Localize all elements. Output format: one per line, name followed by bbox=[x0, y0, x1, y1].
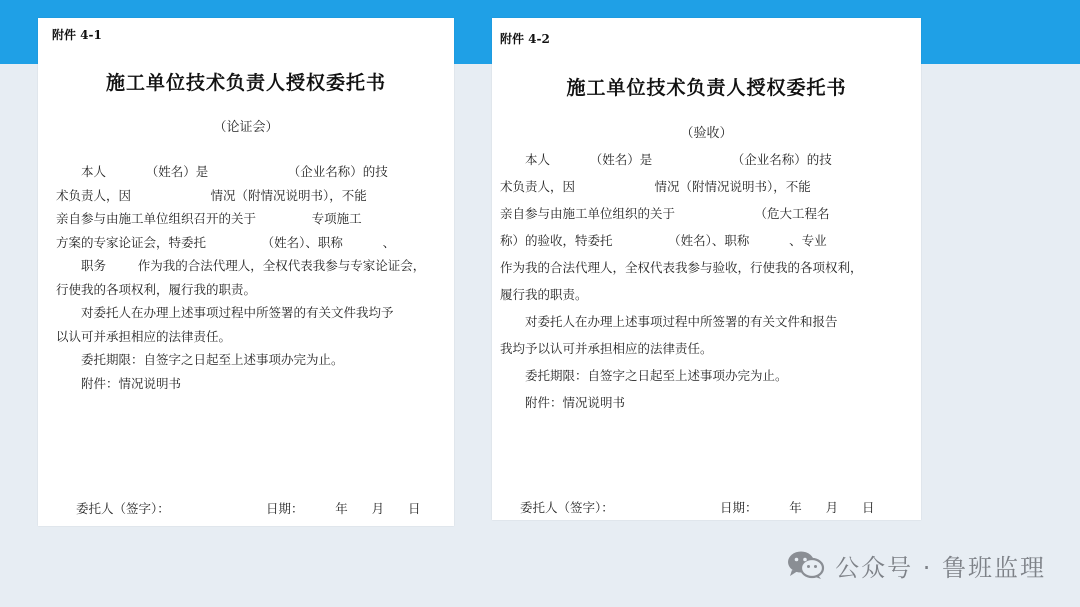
body-line: 对委托人在办理上述事项过程中所签署的有关文件和报告 bbox=[525, 314, 838, 329]
body-line: 行使我的各项权利，履行我的职责。 bbox=[56, 281, 257, 297]
body-line: 职务 作为我的合法代理人，全权代表我参与专家论证会， bbox=[81, 258, 426, 273]
document-title: 施工单位技术负责人授权委托书 bbox=[566, 77, 847, 99]
attachment-tag: 附件 4-1 bbox=[52, 28, 102, 42]
document-4-2 bbox=[492, 18, 921, 520]
body-line: 本人 （姓名）是 （企业名称）的技 bbox=[81, 164, 388, 179]
body-line: 亲自参与由施工单位组织召开的关于 专项施工 bbox=[56, 211, 362, 226]
attachment-line: 附件：情况说明书 bbox=[81, 375, 182, 391]
body-line: 亲自参与由施工单位组织的关于 （危大工程名 bbox=[500, 206, 830, 221]
attachment-tag: 附件 4-2 bbox=[500, 32, 550, 46]
document-4-1 bbox=[38, 18, 454, 526]
body-line: 方案的专家论证会，特委托 （姓名）、职称 、 bbox=[56, 234, 396, 250]
attachment-line: 附件：情况说明书 bbox=[525, 395, 626, 410]
body-line: 我均予以认可并承担相应的法律责任。 bbox=[500, 341, 713, 356]
document-title: 施工单位技术负责人授权委托书 bbox=[105, 72, 386, 94]
body-line: 称）的验收，特委托 （姓名）、职称 、专业 bbox=[500, 233, 827, 248]
signature-label: 委托人（签字）： bbox=[520, 500, 614, 515]
date-label: 日期： 年 月 日 bbox=[266, 501, 421, 516]
document-body bbox=[56, 160, 448, 395]
body-line: 以认可并承担相应的法律责任。 bbox=[56, 328, 232, 344]
body-line: 对委托人在办理上述事项过程中所签署的有关文件我均予 bbox=[81, 305, 394, 320]
watermark-text: 公众号 · 鲁班监理 bbox=[835, 553, 1046, 582]
term-line: 委托期限：自签字之日起至上述事项办完为止。 bbox=[81, 352, 344, 367]
term-line: 委托期限：自签字之日起至上述事项办完为止。 bbox=[525, 368, 788, 383]
watermark bbox=[787, 548, 1046, 582]
wechat-icon bbox=[787, 550, 825, 580]
date-label: 日期： 年 月 日 bbox=[720, 500, 875, 515]
body-line: 本人 （姓名）是 （企业名称）的技 bbox=[525, 152, 832, 167]
document-subtitle: （论证会） bbox=[213, 120, 279, 135]
document-body bbox=[500, 146, 914, 416]
document-subtitle: （验收） bbox=[680, 126, 733, 141]
signature-label: 委托人（签字）： bbox=[76, 501, 170, 516]
body-line: 履行我的职责。 bbox=[500, 287, 588, 302]
body-line: 术负责人，因 情况（附情况说明书），不能 bbox=[56, 187, 367, 203]
body-line: 作为我的合法代理人，全权代表我参与验收，行使我的各项权利， bbox=[500, 260, 863, 275]
body-line: 术负责人，因 情况（附情况说明书），不能 bbox=[500, 179, 811, 194]
